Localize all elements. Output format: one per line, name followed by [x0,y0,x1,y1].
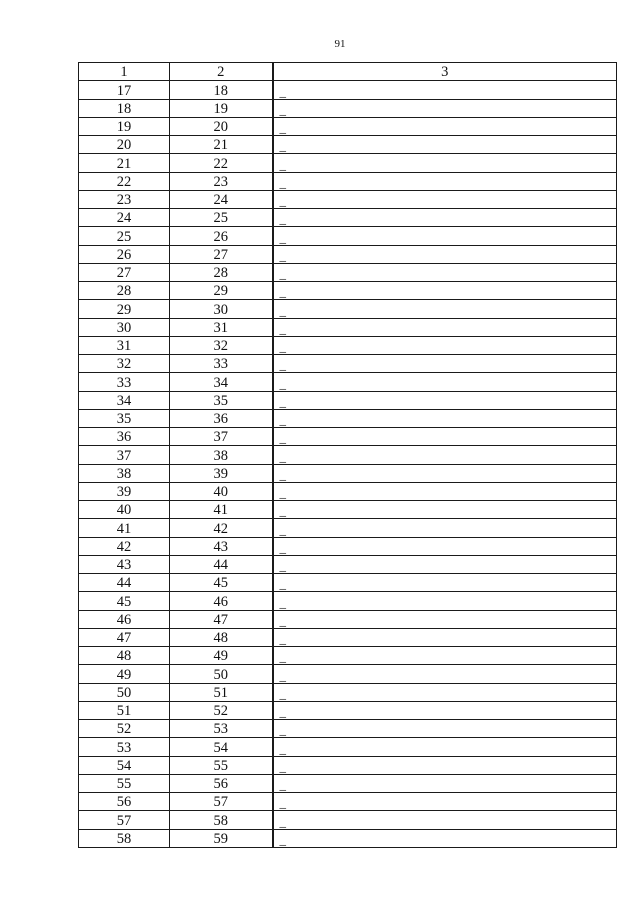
dash-mark: _ [279,120,286,135]
table-row [79,683,617,701]
dash-mark: _ [279,813,286,829]
table-cell-col-2: 39 [170,464,273,482]
table-cell-col-3 [273,628,617,646]
table-cell-col-1: 24 [79,209,170,227]
table-cell-col-3 [273,756,617,774]
table-cell-col-2: 19 [170,99,273,117]
table-cell-col-1: 34 [79,391,170,409]
table-cell-col-1: 40 [79,501,170,519]
dash-mark: _ [279,138,286,154]
table-row [79,209,617,227]
dash-mark: _ [279,302,286,318]
table-row [79,811,617,829]
dash-mark: _ [279,393,286,409]
table-cell-col-1: 47 [79,628,170,646]
table-row [79,610,617,628]
table-cell-col-2: 40 [170,482,273,500]
table-cell-col-2: 57 [170,793,273,811]
table-cell-col-2: 23 [170,172,273,190]
table-row [79,81,617,99]
table-cell-col-1: 48 [79,647,170,665]
table-row [79,409,617,427]
table-cell-col-1: 45 [79,592,170,610]
table-cell-col-2: 31 [170,318,273,336]
dash-mark: _ [279,795,286,811]
table-cell-col-2: 28 [170,263,273,281]
table-cell-col-1: 57 [79,811,170,829]
table-cell-col-1: 41 [79,519,170,537]
table-row [79,738,617,756]
dash-mark: _ [279,594,286,610]
table-row [79,774,617,792]
dash-mark: _ [279,576,286,592]
table-cell-col-3 [273,282,617,300]
table-row [79,373,617,391]
table-row [79,464,617,482]
table-cell-col-1: 25 [79,227,170,245]
table-cell-col-2: 50 [170,665,273,683]
table-cell-col-3 [273,811,617,829]
dash-mark: _ [279,156,286,172]
table-cell-col-3 [273,829,617,847]
table-cell-col-3 [273,300,617,318]
dash-mark: _ [279,430,286,446]
table-cell-col-3 [273,774,617,792]
table-cell-col-2: 46 [170,592,273,610]
table-cell-col-2: 49 [170,647,273,665]
dash-mark: _ [279,704,286,719]
dash-mark: _ [279,777,286,792]
table-row [79,665,617,683]
dash-mark: _ [279,375,286,391]
table-row [79,154,617,172]
table-row [79,300,617,318]
table-cell-col-2: 45 [170,574,273,592]
table-cell-col-1: 17 [79,81,170,99]
table-cell-col-1: 19 [79,117,170,135]
table-cell-col-3 [273,227,617,245]
table-cell-col-1: 22 [79,172,170,190]
table-cell-col-3 [273,190,617,208]
table-cell-col-2: 33 [170,355,273,373]
page-number: 91 [334,38,346,50]
table-cell-col-1: 26 [79,245,170,263]
table-cell-col-2: 47 [170,610,273,628]
dash-mark: _ [279,247,286,263]
table-cell-col-1: 28 [79,282,170,300]
dash-mark: _ [279,266,286,281]
table-header [79,63,617,81]
table-cell-col-1: 23 [79,190,170,208]
table-row [79,282,617,300]
dash-mark: _ [279,558,286,573]
table-cell-col-1: 32 [79,355,170,373]
table-cell-col-3 [273,81,617,99]
table-cell-col-1: 31 [79,336,170,354]
table-cell-col-2: 36 [170,409,273,427]
table-row [79,172,617,190]
table-cell-col-1: 27 [79,263,170,281]
dash-mark: _ [279,722,286,738]
table-cell-col-1: 54 [79,756,170,774]
table-cell-col-3 [273,355,617,373]
table-row [79,245,617,263]
dash-mark: _ [279,101,286,117]
table-cell-col-2: 55 [170,756,273,774]
table-cell-col-2: 59 [170,829,273,847]
dash-mark: _ [279,284,286,300]
table-body [79,81,617,848]
table-cell-col-2: 24 [170,190,273,208]
table-cell-col-1: 51 [79,701,170,719]
table-cell-col-2: 42 [170,519,273,537]
table-cell-col-1: 37 [79,446,170,464]
table-cell-col-1: 36 [79,428,170,446]
dash-mark: _ [279,740,286,756]
table-cell-col-1: 50 [79,683,170,701]
table-cell-col-2: 41 [170,501,273,519]
table-row [79,136,617,154]
table-row [79,537,617,555]
dash-mark: _ [279,631,286,646]
header-col-3: 3 [273,63,617,81]
table-cell-col-3 [273,117,617,135]
table-cell-col-3 [273,245,617,263]
table-row [79,446,617,464]
header-row [79,63,617,81]
table-cell-col-1: 20 [79,136,170,154]
table-row [79,482,617,500]
dash-mark: _ [279,412,286,427]
table-cell-col-2: 43 [170,537,273,555]
table-cell-col-3 [273,537,617,555]
table-cell-col-3 [273,154,617,172]
dash-mark: _ [279,612,286,628]
table-cell-col-2: 21 [170,136,273,154]
table-cell-col-3 [273,574,617,592]
table-cell-col-2: 34 [170,373,273,391]
data-table [78,62,617,848]
table-cell-col-2: 52 [170,701,273,719]
table-cell-col-2: 44 [170,555,273,573]
table-row [79,793,617,811]
table-row [79,701,617,719]
table-cell-col-3 [273,464,617,482]
table-cell-col-1: 49 [79,665,170,683]
table-cell-col-3 [273,793,617,811]
table-cell-col-2: 30 [170,300,273,318]
table-cell-col-1: 42 [79,537,170,555]
table-cell-col-1: 33 [79,373,170,391]
dash-mark: _ [279,211,286,227]
table-cell-col-1: 58 [79,829,170,847]
table-cell-col-3 [273,99,617,117]
table-cell-col-3 [273,172,617,190]
dash-mark: _ [279,521,286,537]
dash-mark: _ [279,83,286,99]
dash-mark: _ [279,649,286,665]
table-cell-col-2: 25 [170,209,273,227]
table-row [79,574,617,592]
table-cell-col-2: 26 [170,227,273,245]
dash-mark: _ [279,685,286,701]
table-cell-col-3 [273,519,617,537]
table-cell-col-3 [273,738,617,756]
table-cell-col-2: 35 [170,391,273,409]
table-row [79,428,617,446]
table-cell-col-2: 58 [170,811,273,829]
dash-mark: _ [279,174,286,190]
table-cell-col-1: 43 [79,555,170,573]
dash-mark: _ [279,320,286,336]
table-cell-col-1: 53 [79,738,170,756]
table-row [79,720,617,738]
dash-mark: _ [279,448,286,464]
table-row [79,647,617,665]
table-cell-col-3 [273,446,617,464]
table-cell-col-2: 53 [170,720,273,738]
dash-mark: _ [279,667,286,683]
table-cell-col-1: 55 [79,774,170,792]
table-row [79,355,617,373]
table-cell-col-3 [273,482,617,500]
dash-mark: _ [279,831,286,847]
table-row [79,391,617,409]
table-row [79,829,617,847]
table-cell-col-3 [273,373,617,391]
table-cell-col-1: 39 [79,482,170,500]
table-cell-col-1: 38 [79,464,170,482]
table-cell-col-3 [273,501,617,519]
dash-mark: _ [279,503,286,519]
table-cell-col-3 [273,336,617,354]
table-cell-col-3 [273,610,617,628]
table-cell-col-1: 21 [79,154,170,172]
table-row [79,318,617,336]
table-cell-col-1: 30 [79,318,170,336]
table-row [79,519,617,537]
table-row [79,628,617,646]
table-cell-col-3 [273,647,617,665]
table-cell-col-2: 22 [170,154,273,172]
dash-mark: _ [279,339,286,354]
table-cell-col-3 [273,555,617,573]
table-cell-col-1: 44 [79,574,170,592]
table-cell-col-3 [273,136,617,154]
table-row [79,190,617,208]
table-cell-col-3 [273,409,617,427]
dash-mark: _ [279,758,286,774]
table-cell-col-3 [273,263,617,281]
table-row [79,227,617,245]
table-cell-col-2: 27 [170,245,273,263]
dash-mark: _ [279,466,286,482]
table-cell-col-2: 20 [170,117,273,135]
table-row [79,336,617,354]
table-cell-col-3 [273,209,617,227]
table-cell-col-2: 38 [170,446,273,464]
table-cell-col-3 [273,592,617,610]
table-row [79,99,617,117]
table-cell-col-2: 54 [170,738,273,756]
table-row [79,592,617,610]
dash-mark: _ [279,485,286,500]
dash-mark: _ [279,357,286,373]
table-cell-col-3 [273,318,617,336]
dash-mark: _ [279,193,286,208]
table-row [79,263,617,281]
table-row [79,756,617,774]
table-cell-col-2: 37 [170,428,273,446]
table-cell-col-2: 32 [170,336,273,354]
table-cell-col-2: 51 [170,683,273,701]
table-cell-col-2: 29 [170,282,273,300]
table-cell-col-1: 18 [79,99,170,117]
table-row [79,555,617,573]
header-col-1: 1 [79,63,170,81]
dash-mark: _ [279,539,286,555]
table-cell-col-3 [273,683,617,701]
table-cell-col-3 [273,701,617,719]
table-row [79,117,617,135]
table-cell-col-1: 29 [79,300,170,318]
table-cell-col-2: 18 [170,81,273,99]
table-cell-col-2: 56 [170,774,273,792]
table-cell-col-3 [273,720,617,738]
table-cell-col-1: 52 [79,720,170,738]
table-cell-col-3 [273,665,617,683]
table-row [79,501,617,519]
table-cell-col-2: 48 [170,628,273,646]
dash-mark: _ [279,229,286,245]
table-cell-col-3 [273,428,617,446]
table-cell-col-1: 46 [79,610,170,628]
table-cell-col-1: 56 [79,793,170,811]
header-col-2: 2 [170,63,273,81]
table-cell-col-1: 35 [79,409,170,427]
table-cell-col-3 [273,391,617,409]
